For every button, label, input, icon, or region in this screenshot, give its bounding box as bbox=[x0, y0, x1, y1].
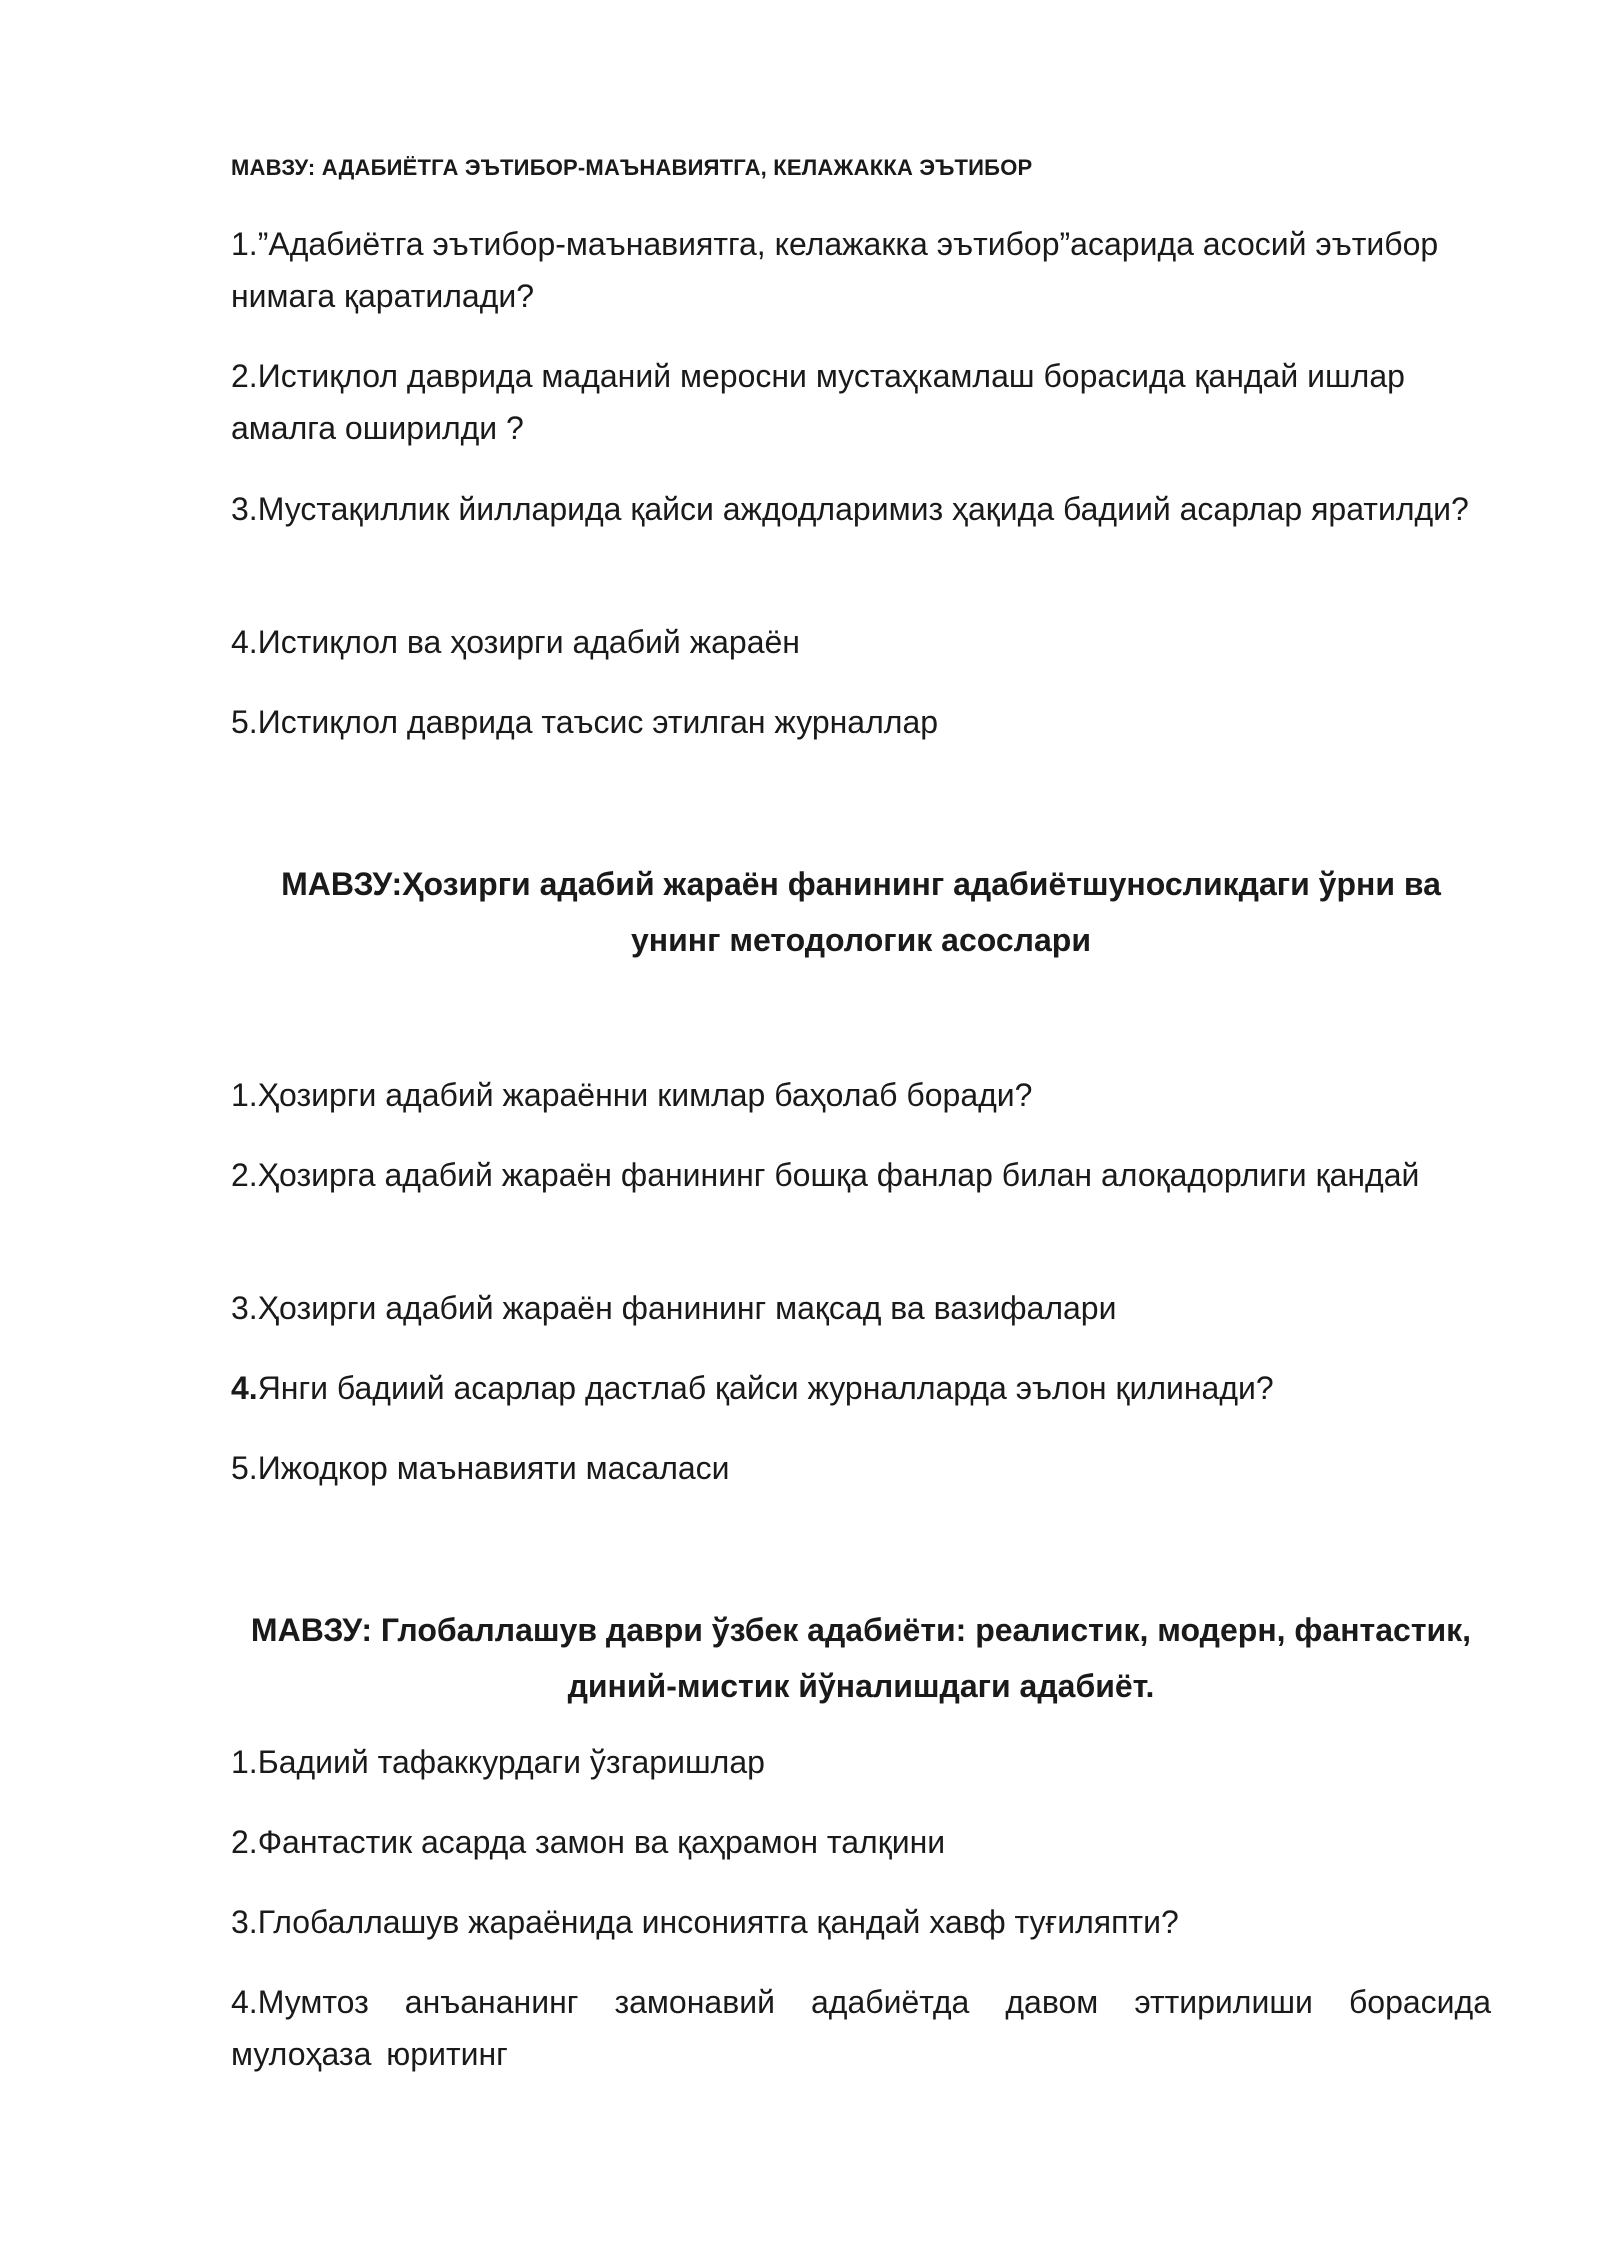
section3-title: МАВЗУ: Глобаллашув даври ўзбек адабиёти: реалистик, модерн, фантастик, диний-мистик йўналишдаги адабиёт. bbox=[250, 1612, 1472, 1704]
section1-question-4: 4.Истиқлол ва ҳозирги адабий жараён bbox=[231, 624, 800, 660]
section3-question-1: 1.Бадиий тафаккурдаги ўзгаришлар bbox=[231, 1744, 765, 1780]
section2-question-1: 1.Ҳозирги адабий жараённи кимлар баҳолаб боради? bbox=[231, 1077, 1033, 1113]
section2-question-2: 2.Ҳозирга адабий жараён фанининг бошқа фанлар билан алоқадорлиги қандай bbox=[231, 1157, 1420, 1193]
section2-question-4-number: 4. bbox=[231, 1370, 258, 1406]
section2-question-5: 5.Ижодкор маънавияти масаласи bbox=[231, 1450, 730, 1486]
section2-question-4 bbox=[231, 1362, 1491, 1414]
section2-question-4-text: Янги бадиий асарлар дастлаб қайси журналларда эълон қилинади? bbox=[257, 1370, 1274, 1406]
section1-question-3: 3.Мустақиллик йилларида қайси аждодларимиз ҳақида бадиий асарлар яратилди? bbox=[231, 491, 1469, 527]
section1-title: МАВЗУ: АДАБИЁТГА ЭЪТИБОР-МАЪНАВИЯТГА, КЕЛАЖАККА ЭЪТИБОР bbox=[231, 155, 1033, 180]
section3-question-4: 4.Мумтоз анъананинг замонавий адабиётда давом эттирилиши борасида мулоҳаза юритинг bbox=[231, 1984, 1491, 2072]
section1-question-5: 5.Истиқлол даврида таъсис этилган журналлар bbox=[231, 704, 939, 740]
section1-question-2: 2.Истиқлол даврида маданий меросни мустаҳкамлаш борасида қандай ишлар амалга оширилди ? bbox=[231, 358, 1405, 446]
section2-question-3: 3.Ҳозирги адабий жараён фанининг мақсад ва вазифалари bbox=[231, 1290, 1117, 1326]
section3-question-2: 2.Фантастик асарда замон ва қаҳрамон талқини bbox=[231, 1824, 946, 1860]
section3-question-3: 3.Глобаллашув жараёнида инсониятга қандай хавф туғиляпти? bbox=[231, 1904, 1179, 1940]
section2-title: МАВЗУ:Ҳозирги адабий жараён фанининг адабиётшуносликдаги ўрни ва унинг методологик асослари bbox=[281, 866, 1441, 958]
section1-question-1: 1.”Адабиётга эътибор-маънавиятга, келажакка эътибор”асарида асосий эътибор нимага қаратилади? bbox=[231, 226, 1439, 314]
